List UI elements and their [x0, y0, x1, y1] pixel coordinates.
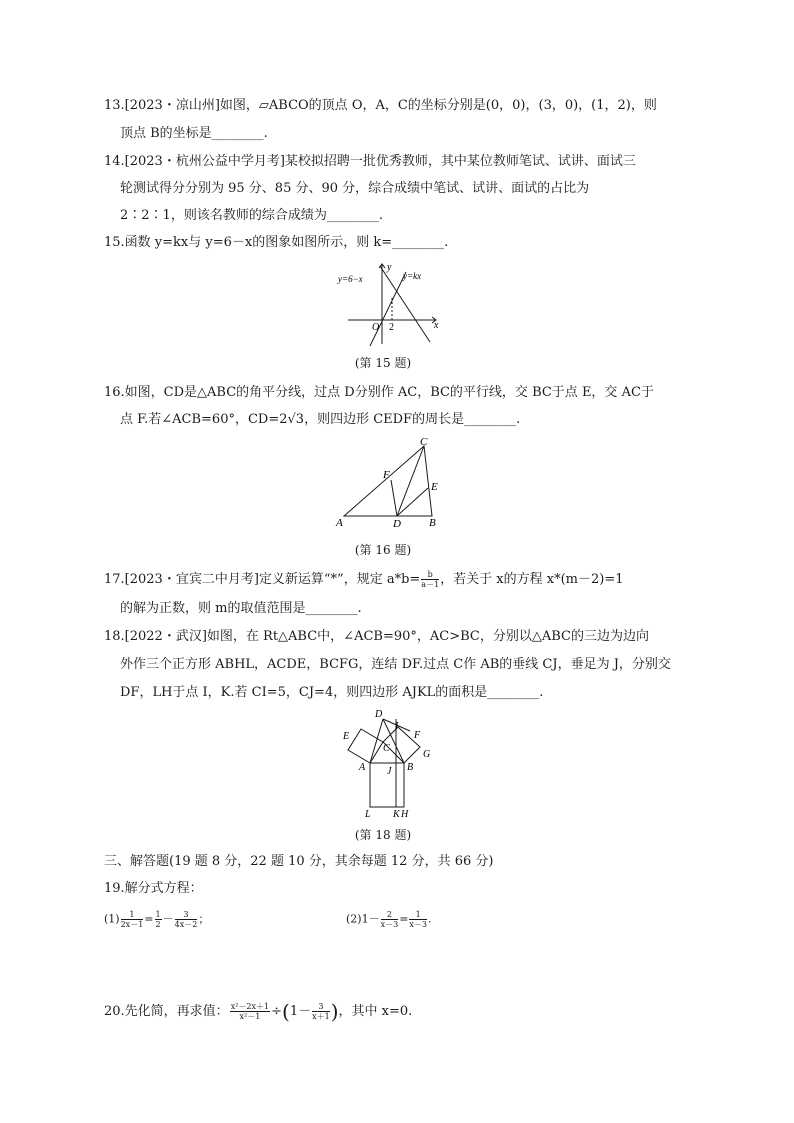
q19-p1-f3-den: 4x－2 [174, 920, 198, 929]
q19-title: 19.解分式方程： [104, 881, 203, 896]
q19-p1-f1-num: 1 [121, 910, 144, 920]
q15-label-line1: y=6−x [338, 274, 363, 284]
q18-caption: (第 18 题) [354, 828, 412, 842]
q18-label-e: E [343, 731, 350, 742]
q20-prefix: 20.先化简，再求值： [104, 1004, 229, 1019]
q17-frac-num: b [421, 570, 439, 580]
q19-p2-f2-num: 1 [409, 910, 427, 920]
q15-line-kx [370, 272, 406, 346]
q16-label-f: F [383, 469, 390, 481]
q19-p1-frac2 [155, 910, 162, 929]
q14-line2: 轮测试得分分别为 95 分、85 分、90 分，综合成绩中笔试、试讲、面试的占比为 [120, 181, 590, 196]
q20-line [104, 999, 413, 1024]
q18-label-j: J [387, 766, 392, 777]
q16-segment-de [397, 488, 428, 516]
q18-label-d: D [375, 709, 383, 720]
q16-label-d: D [393, 518, 401, 530]
q19-p1-end: ； [198, 912, 210, 926]
q19-p2-f2-den: x－3 [409, 920, 428, 929]
q20-div: ÷ [271, 1004, 283, 1019]
q15-caption: (第 15 题) [354, 356, 412, 370]
q19-p1-minus: － [162, 912, 174, 926]
q18-line1: 18.[2022・武汉]如图，在 Rt△ABC中，∠ACB=90°，AC>BC，分别以△ABC的三边为边向 [104, 629, 649, 644]
q17-text-a: 17.[2023・宜宾二中月考]定义新运算“*”，规定 a*b= [104, 572, 421, 587]
q19-p1-eq: = [144, 912, 154, 926]
q15-label-2: 2 [389, 322, 394, 333]
q19-p2-label: (2)1－ [346, 912, 380, 926]
q20-one-minus: 1－ [289, 1004, 312, 1019]
q20-f2-den: x＋1 [312, 1012, 330, 1021]
q20-f1-num: x²－2x＋1 [230, 1002, 270, 1011]
q19-p1-f3-num: 3 [175, 910, 198, 920]
q19-part2 [346, 910, 432, 929]
q19-part1 [104, 910, 209, 929]
q20-lparen: ( [282, 999, 290, 1024]
q18-label-g: G [423, 749, 431, 760]
q15-line1: 15.函数 y=kx与 y=6－x的图象如图所示，则 k=________. [104, 235, 449, 250]
q18-figure [338, 707, 438, 819]
q20-f1-den: x²－1 [239, 1012, 261, 1021]
q18-label-b: B [407, 762, 414, 773]
q16-label-c: C [420, 436, 428, 448]
q16-caption: (第 16 题) [354, 543, 412, 557]
q16-label-e: E [431, 481, 438, 493]
q16-triangle-abc [344, 446, 432, 516]
q18-label-h: H [401, 809, 409, 819]
q20-suffix: ，其中 x=0. [338, 1004, 413, 1019]
q16-figure [330, 434, 450, 532]
q19-p1-f2-num: 1 [155, 910, 161, 919]
q19-p2-frac1 [381, 910, 399, 929]
q17-fraction [421, 570, 439, 589]
q19-p2-eq: = [399, 912, 409, 926]
q16-label-b: B [429, 517, 436, 529]
q19-p2-end: . [428, 912, 432, 926]
q19-p1-f2-den: 2 [155, 920, 161, 929]
q16-line2: 点 F.若∠ACB=60°，CD=2√3，则四边形 CEDF的周长是________. [120, 412, 521, 427]
q19-p1-frac3 [175, 910, 198, 929]
q17-frac-den: a－1 [421, 580, 440, 589]
q18-label-i: I [395, 721, 399, 732]
q19-p2-frac2 [409, 910, 427, 929]
q20-frac1 [230, 1002, 270, 1021]
q19-p1-frac1 [121, 910, 144, 929]
q20-f2-num: 3 [312, 1002, 330, 1012]
q16-segment-cd [397, 446, 424, 516]
q18-line3: DF，LH于点 I，K.若 CI=5，CJ=4，则四边形 AJKL的面积是________. [120, 685, 544, 700]
q18-label-f: F [414, 730, 421, 741]
q14-line1: 14.[2023・杭州公益中学月考]某校拟招聘一批优秀教师，其中某位教师笔试、试讲、面试三 [104, 154, 636, 169]
q17-line2: 的解为正数，则 m的取值范围是________. [120, 601, 362, 616]
q18-label-l: L [365, 809, 371, 819]
q14-line3: 2∶2∶1，则该名教师的综合成绩为________. [120, 208, 383, 223]
q18-label-c: C [383, 743, 390, 754]
q17-text-b: ，若关于 x的方程 x*(m－2)=1 [440, 572, 624, 587]
q13-line1: 13.[2023・凉山州]如图，▱ABCO的顶点 O，A，C的坐标分别是(0，0)，(3，0)，(1，2)，则 [104, 98, 657, 113]
q19-p1-f1-den: 2x－1 [120, 920, 144, 929]
q16-label-a: A [336, 517, 343, 529]
q15-label-y: y [387, 262, 392, 273]
q19-p2-f1-num: 2 [381, 910, 399, 920]
section3-heading: 三、解答题(19 题 8 分，22 题 10 分，其余每题 12 分，共 66 分) [104, 854, 494, 869]
q13-line2: 顶点 B的坐标是________. [120, 126, 268, 141]
q18-label-a: A [359, 762, 366, 773]
q18-line2: 外作三个正方形 ABHL，ACDE，BCFG，连结 DF.过点 C作 AB的垂线 CJ，垂足为 J，分别交 [120, 657, 671, 672]
q15-label-o: O [372, 322, 380, 333]
q16-segment-df [391, 480, 397, 516]
q15-label-x: x [434, 320, 439, 331]
q20-rparen: ) [330, 999, 339, 1024]
q18-side-dc [383, 719, 404, 763]
q15-label-line2: y=kx [403, 271, 422, 281]
q18-square-acde [348, 729, 383, 763]
q15-graph [330, 258, 450, 350]
q18-label-k: K [393, 809, 400, 819]
q20-frac2 [312, 1002, 330, 1021]
q19-p1-label: (1) [104, 912, 120, 926]
q16-line1: 16.如图，CD是△ABC的角平分线，过点 D分别作 AC，BC的平行线，交 BC于点 E，交 AC于 [104, 385, 654, 400]
q19-p2-f1-den: x－3 [380, 920, 399, 929]
q17-line1 [104, 570, 624, 589]
